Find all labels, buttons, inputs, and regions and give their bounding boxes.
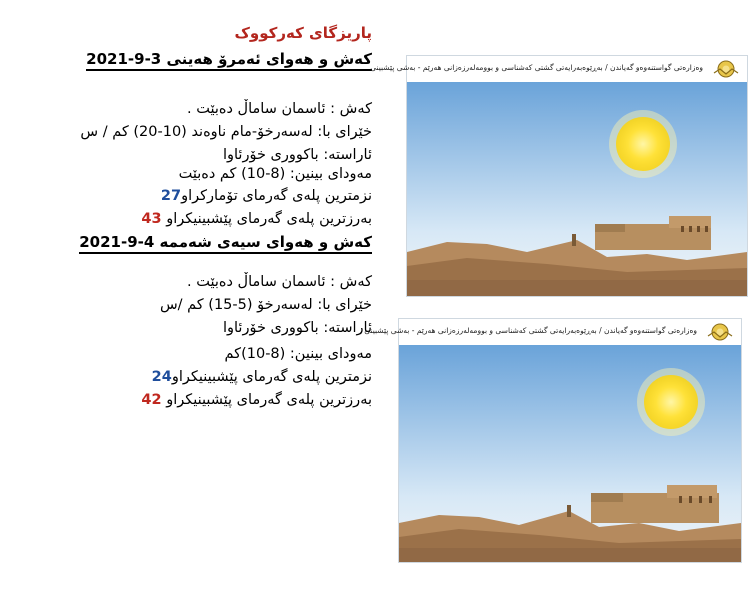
day1-visibility: مەودای بینین: (8-10) کم دەبێت [178, 166, 372, 182]
citadel-scene [399, 345, 741, 562]
banner-text: وەزارەتی گواستنەوەو گەیاندن / بەڕێوەبەرایەتی گشتی کەشناسی و بوومەلەرزەزانی هەرێم - بەشی پێشبینی [370, 63, 703, 72]
day1-direction: ئاراستە: باکووری خۆرئاوا [222, 147, 372, 163]
day1-min-temp [161, 187, 372, 205]
kurdistan-emblem-icon [711, 59, 741, 79]
panel-banner [370, 56, 747, 83]
day1-max-temp [141, 210, 372, 228]
weather-image-panel-1 [370, 55, 748, 297]
day2-wind: خێرای با: لەسەرخۆ (5-15) کم /س [159, 297, 372, 313]
day2-direction: ئاراستە: باکووری خۆرئاوا [222, 320, 372, 336]
sun-icon [644, 375, 698, 429]
day2-heading-text: کەش و هەوای سیەی شەممە 4-9-2021 [79, 233, 372, 254]
panel-banner [364, 319, 741, 346]
day2-heading [79, 233, 372, 251]
sun-icon [616, 117, 670, 171]
day2-min-value: 24 [151, 369, 172, 385]
day1-heading [86, 50, 372, 68]
day2-visibility: مەودای بینین: (8-10)کم [224, 346, 372, 362]
weather-image-panel-2 [364, 318, 742, 563]
day1-max-value: 43 [141, 211, 162, 227]
day2-sky: کەش : ئاسمان ساماڵ دەبێت . [187, 274, 372, 290]
citadel-scene [407, 82, 747, 296]
day2-max-temp [141, 391, 372, 409]
page-title: پاریزگای کەرکووک [234, 24, 372, 42]
day2-max-value: 42 [141, 392, 162, 408]
day1-sky: کەش : ئاسمان ساماڵ دەبێت . [187, 101, 372, 117]
kurdistan-emblem-icon [705, 322, 735, 342]
day1-heading-text: کەش و هەوای ئەمرۆ هەینی 3-9-2021 [86, 50, 372, 71]
day1-max-label: بەرزترین پلەی گەرمای پێشبینیکراو [166, 211, 372, 227]
day2-max-label: بەرزترین پلەی گەرمای پێشبینیکراو [166, 392, 372, 408]
day1-min-value: 27 [160, 188, 182, 204]
day1-wind: خێرای با: لەسەرخۆ-مام ناوەند (10-20) کم / س [80, 124, 372, 140]
day1-min-label: نزمترین پلەی گەرمای تۆمارکراو [181, 188, 372, 204]
banner-text: وەزارەتی گواستنەوەو گەیاندن / بەڕێوەبەرایەتی گشتی کەشناسی و بوومەلەرزەزانی هەرێم - بەشی پێشبینی [364, 326, 697, 335]
day2-min-label: نزمترین پلەی گەرمای پێشبینیکراو [171, 369, 372, 385]
day2-min-temp [152, 368, 372, 386]
